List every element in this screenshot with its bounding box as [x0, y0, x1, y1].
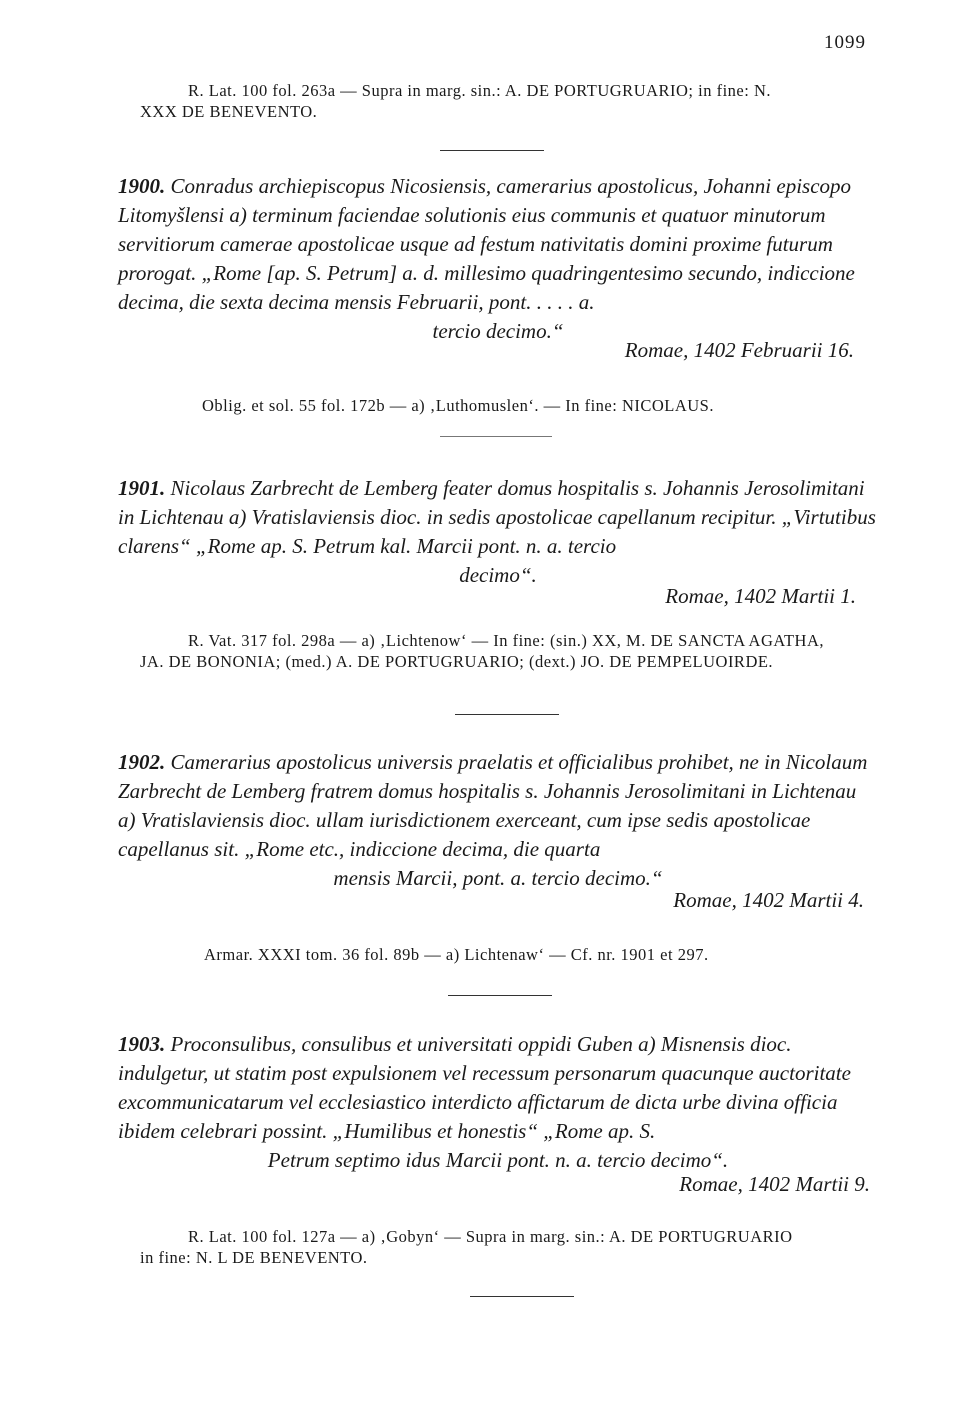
separator: [440, 150, 544, 151]
entry-date: Romae, 1402 Martii 9.: [679, 1172, 870, 1196]
entry-1901: [118, 474, 878, 590]
separator: [455, 714, 559, 715]
entry-1903: [118, 1030, 878, 1175]
page-number: 1099: [824, 32, 866, 53]
intro-note: [140, 80, 870, 122]
entry-note: [140, 630, 880, 672]
entry-number: 1903.: [118, 1032, 166, 1056]
intro-note-line2: XXX DE BENEVENTO.: [140, 102, 318, 121]
entry-1900: [118, 172, 878, 346]
entry-number: 1901.: [118, 476, 166, 500]
separator: [470, 1296, 574, 1297]
entry-note-line2: JA. DE BONONIA; (med.) A. DE PORTUGRUARIO; (dext.) JO. DE PEMPELUOIRDE.: [140, 652, 774, 671]
entry-note-line1: R. Lat. 100 fol. 127a — a) ‚Gobyn‘ — Supra in marg. sin.: A. DE PORTUGRUARIO: [188, 1227, 793, 1246]
entry-note-line2: in fine: N. L DE BENEVENTO.: [140, 1248, 368, 1267]
entry-note-line1: R. Vat. 317 fol. 298a — a) ‚Lichtenow‘ — In fine: (sin.) XX, M. DE SANCTA AGATHA,: [188, 631, 825, 650]
entry-date: Romae, 1402 Februarii 16.: [624, 338, 854, 362]
entry-1902: [118, 748, 878, 893]
entry-date: Romae, 1402 Martii 1.: [665, 584, 856, 608]
entry-text: Camerarius apostolicus universis praelatis et officialibus prohibet, ne in Nicolaum Zarbrecht de Lemberg fratrem domus hospitalis s. Johannis Jerosolimitani in Lichtenau a) Vratislaviensis dioc. ullam iurisdictionem exerceant, cum ipse sedis apostolicae capellanus sit. „Rome etc., indiccione decima, die quarta: [118, 750, 868, 861]
entry-text: Conradus archiepiscopus Nicosiensis, camerarius apostolicus, Johanni episcopo Litomyšlensi a) terminum faciendae solutionis eius communis et quatuor minutorum servitiorum camerae apostolicae usque ad festum nativitatis domini proxime futurum prorogat. „Rome [ap. S. Petrum] a. d. millesimo quadringentesimo secundo, indiccione decima, die sexta decima mensis Februarii, pont. . . . . a.: [118, 174, 855, 314]
entry-note: [140, 1226, 900, 1268]
entry-text: Nicolaus Zarbrecht de Lemberg feater domus hospitalis s. Johannis Jerosolimitani in Lichtenau a) Vratislaviensis dioc. in sedis apostolicae capellanum recipitur. „Virtutibus clarens“ „Rome ap. S. Petrum kal. Marcii pont. n. a. tercio: [118, 476, 876, 558]
entry-note: Oblig. et sol. 55 fol. 172b — a) ‚Luthomuslen‘. — In fine: NICOLAUS.: [202, 396, 714, 415]
entry-text: Proconsulibus, consulibus et universitati oppidi Guben a) Misnensis dioc. indulgetur, ut statim post expulsionem vel recessum personarum quacunque auctoritate excommunicatarum vel ecclesiastico interdicto affictarum de dicta urbe divina officia ibidem celebrari possint. „Humilibus et honestis“ „Rome ap. S.: [118, 1032, 851, 1143]
entry-text-end: mensis Marcii, pont. a. tercio decimo.“: [333, 866, 663, 890]
intro-note-line1: R. Lat. 100 fol. 263a — Supra in marg. sin.: A. DE PORTUGRUARIO; in fine: N.: [188, 81, 772, 100]
entry-text-end: decimo“.: [459, 563, 537, 587]
entry-date: Romae, 1402 Martii 4.: [673, 888, 864, 912]
entry-number: 1900.: [118, 174, 166, 198]
entry-note: Armar. XXXI tom. 36 fol. 89b — a) Lichtenaw‘ — Cf. nr. 1901 et 297.: [204, 945, 709, 964]
entry-text-end: Petrum septimo idus Marcii pont. n. a. tercio decimo“.: [267, 1148, 729, 1172]
separator: [440, 436, 552, 437]
entry-number: 1902.: [118, 750, 166, 774]
entry-text-end: tercio decimo.“: [432, 319, 564, 343]
separator: [448, 995, 552, 996]
